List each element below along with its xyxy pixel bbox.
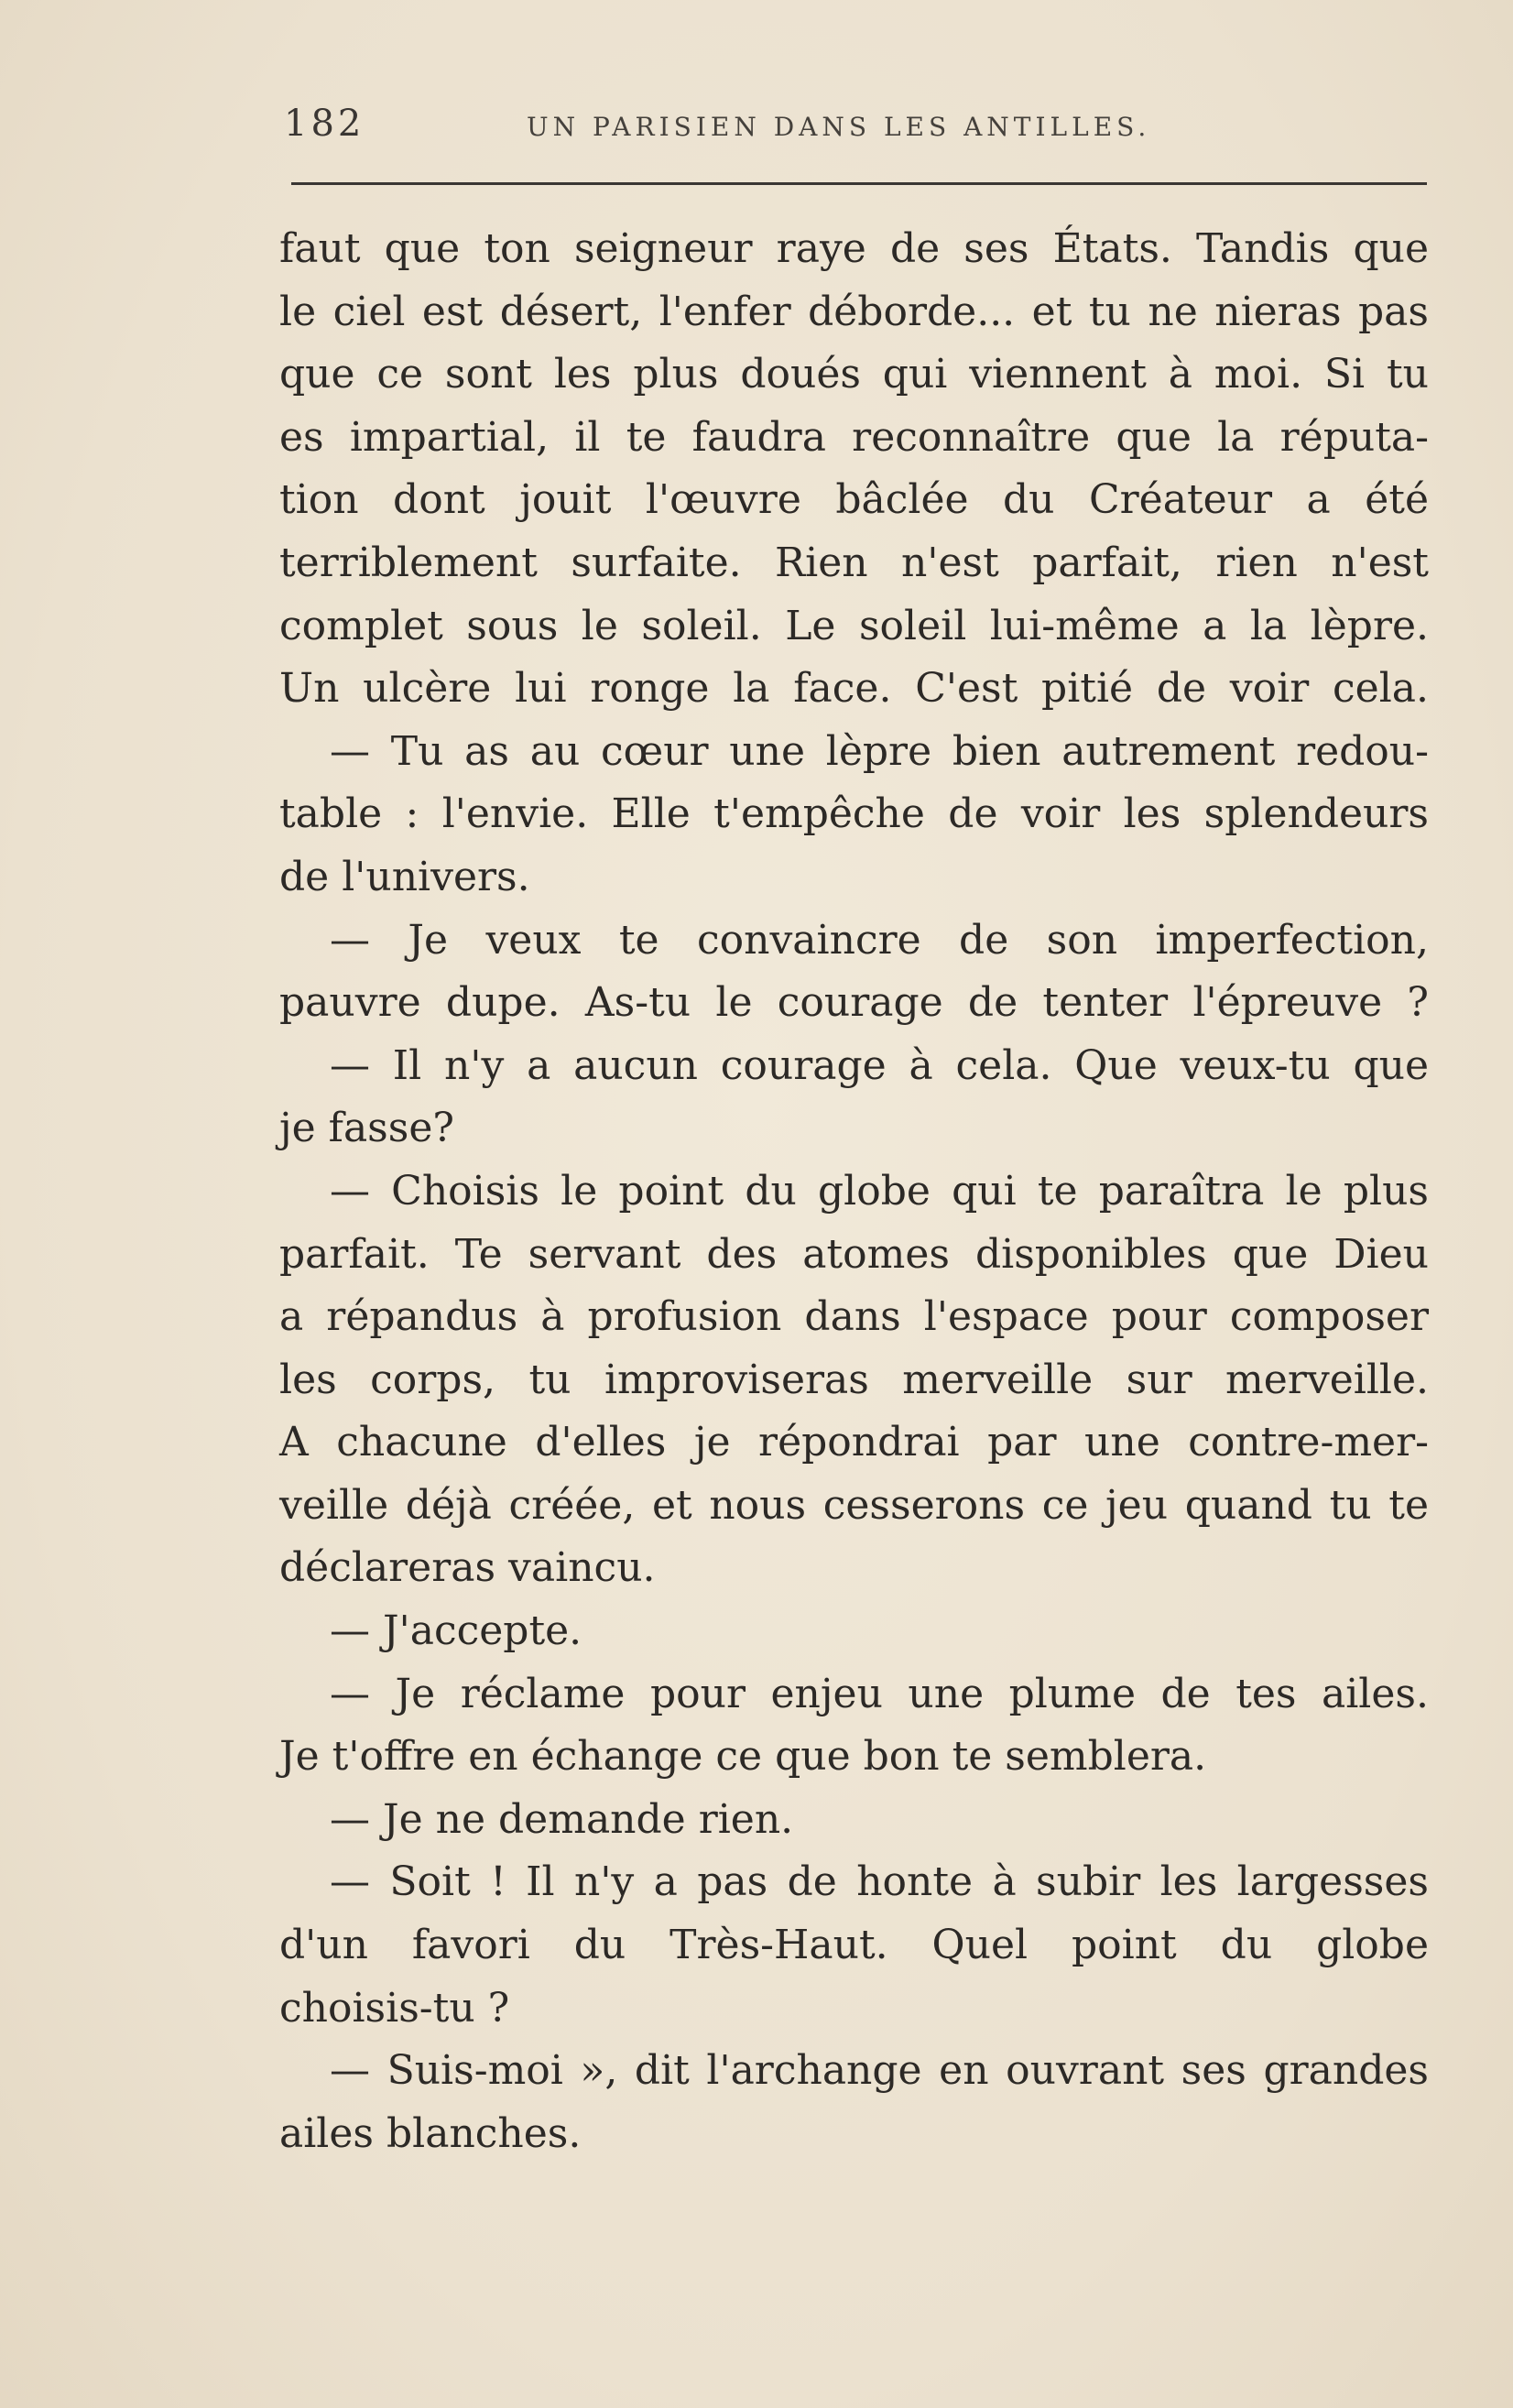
text-line: faut que ton seigneur raye de ses États. Tandis que [279, 225, 1429, 272]
text-line: veille déjà créée, et nous cesserons ce jeu quand tu te [279, 1481, 1429, 1529]
text-line: ailes blanches. [279, 2109, 582, 2157]
text-line: que ce sont les plus doués qui viennent à moi. Si tu [279, 351, 1429, 398]
text-line: — Choisis le point du globe qui te paraîtra le plus [330, 1167, 1429, 1215]
header-rule [291, 182, 1427, 185]
running-title: UN PARISIEN DANS LES ANTILLES. [527, 112, 1151, 142]
text-line: — Soit ! Il n'y a pas de honte à subir les largesses [330, 1858, 1429, 1906]
text-line: table : l'envie. Elle t'empêche de voir les splendeurs [279, 790, 1429, 838]
text-line: A chacune d'elles je répondrai par une contre-mer- [279, 1419, 1429, 1466]
page-header [284, 103, 1427, 167]
text-line: es impartial, il te faudra reconnaître que la réputa- [279, 413, 1429, 461]
text-line: Un ulcère lui ronge la face. C'est pitié de voir cela. [279, 665, 1429, 713]
text-line: a répandus à profusion dans l'espace pour composer [279, 1293, 1429, 1341]
text-line: — J'accepte. [330, 1607, 582, 1655]
text-line: le ciel est désert, l'enfer déborde... et tu ne nieras pas [279, 288, 1429, 335]
text-line: — Je réclame pour enjeu une plume de tes ailes. [330, 1670, 1429, 1717]
text-line: de l'univers. [279, 853, 530, 900]
text-line: tion dont jouit l'œuvre bâclée du Créateur a été [279, 476, 1429, 524]
text-line: les corps, tu improviseras merveille sur merveille. [279, 1356, 1429, 1403]
text-line: je fasse? [279, 1105, 454, 1152]
text-line: — Suis-moi », dit l'archange en ouvrant ses grandes [330, 2047, 1429, 2095]
text-line: pauvre dupe. As-tu le courage de tenter l'épreuve ? [279, 979, 1429, 1027]
text-line: — Tu as au cœur une lèpre bien autrement redou- [330, 727, 1429, 775]
text-line: choisis-tu ? [279, 1984, 510, 2032]
text-line: — Je veux te convaincre de son imperfection, [330, 916, 1429, 964]
text-line: Je t'offre en échange ce que bon te semblera. [279, 1733, 1207, 1781]
text-line: terriblement surfaite. Rien n'est parfait, rien n'est [279, 539, 1429, 586]
text-line: parfait. Te servant des atomes disponibles que Dieu [279, 1230, 1429, 1278]
text-line: d'un favori du Très-Haut. Quel point du globe [279, 1922, 1429, 1969]
text-line: — Il n'y a aucun courage à cela. Que veux-tu que [330, 1041, 1429, 1089]
page-number: 182 [284, 103, 365, 145]
text-line: complet sous le soleil. Le soleil lui-même a la lèpre. [279, 602, 1429, 649]
body-text [279, 218, 1429, 2165]
text-line: déclareras vaincu. [279, 1544, 656, 1592]
text-line: — Je ne demande rien. [330, 1795, 794, 1843]
